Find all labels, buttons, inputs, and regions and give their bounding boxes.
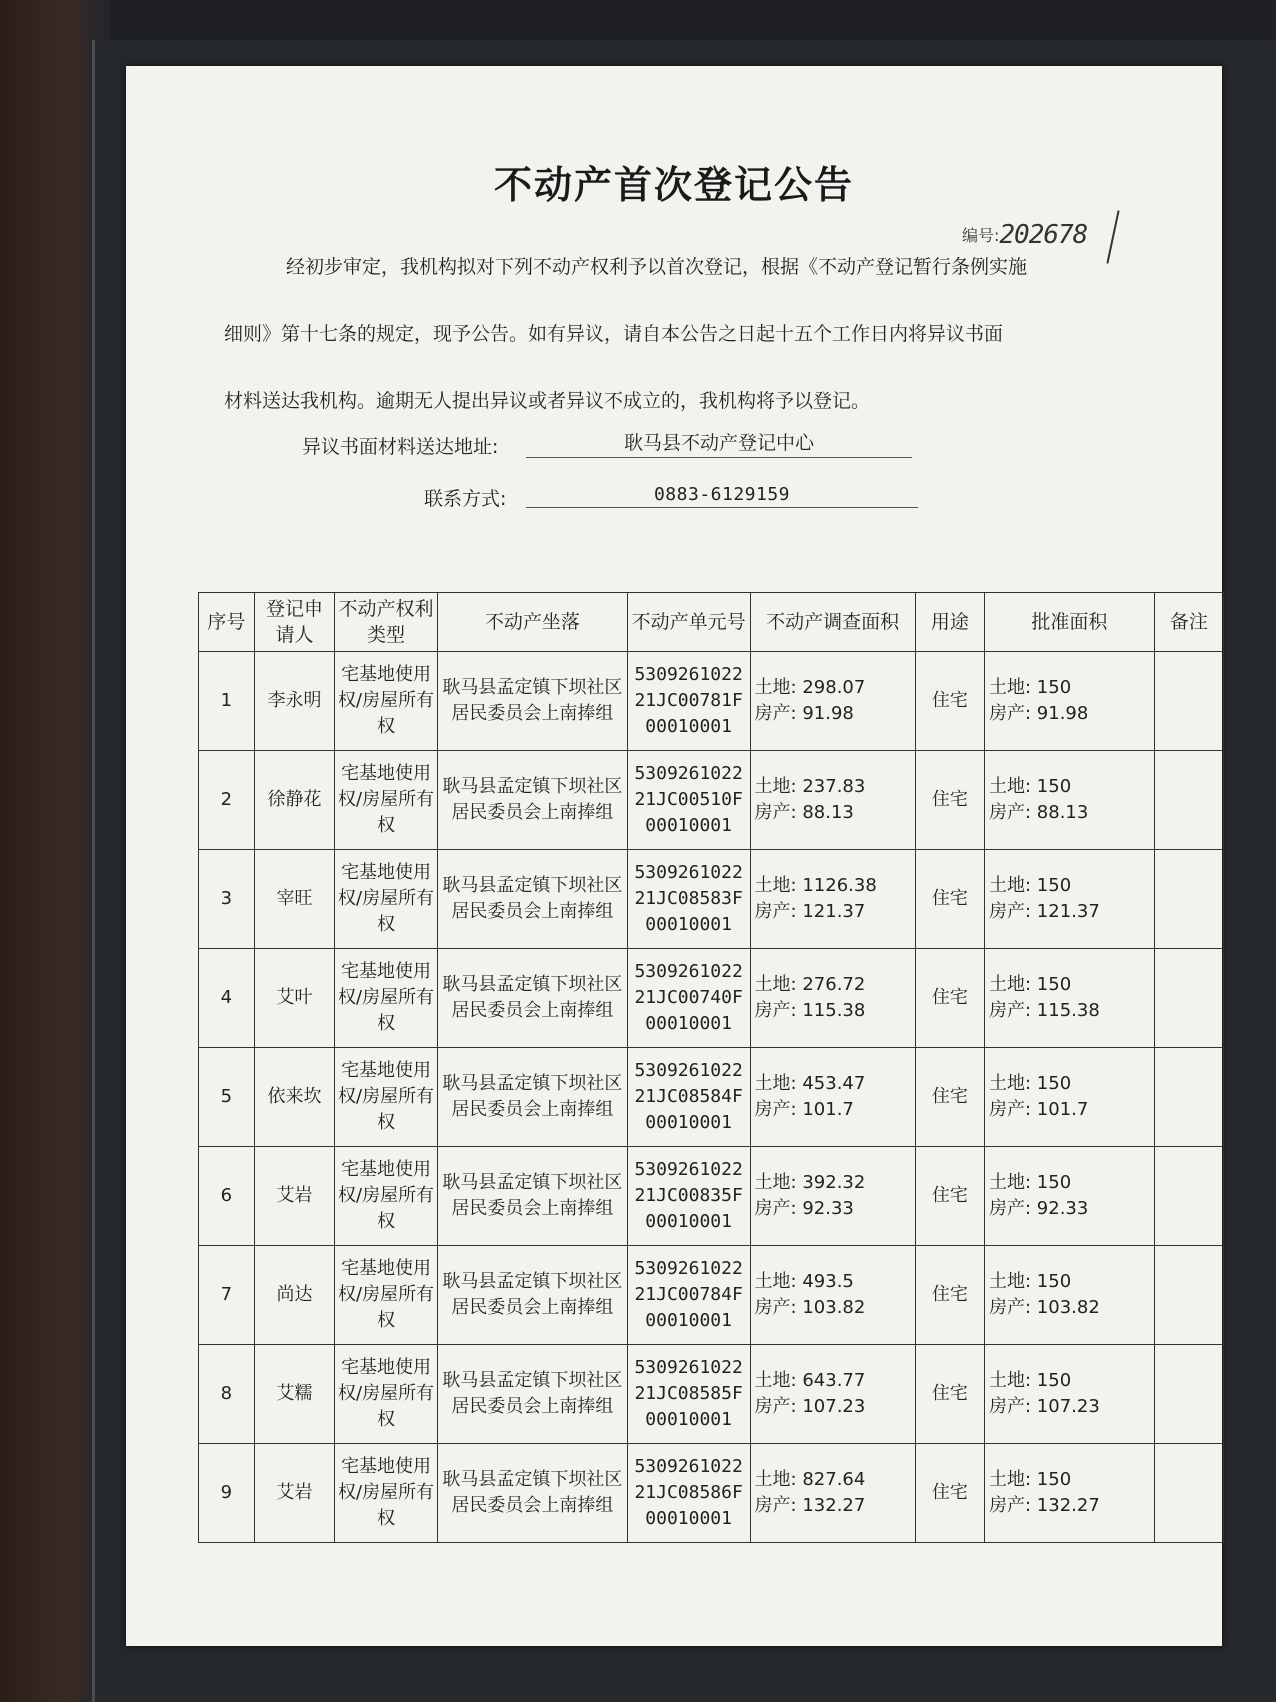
cell-right-type: 宅基地使用权/房屋所有权 [335,652,438,751]
cell-use: 住宅 [915,1345,984,1444]
cell-approved-area [985,751,1155,850]
table-row [199,652,1224,751]
cell-no: 7 [199,1246,255,1345]
cell-location: 耿马县孟定镇下坝社区居民委员会上南捧组 [437,652,627,751]
survey-house: 房产: 88.13 [754,802,854,823]
approved-land: 土地: 150 [989,776,1072,797]
table-row [199,1345,1224,1444]
approved-house: 房产: 103.82 [989,1297,1100,1318]
header-use: 用途 [915,593,984,652]
cell-right-type: 宅基地使用权/房屋所有权 [335,751,438,850]
survey-land: 土地: 392.32 [754,1172,866,1193]
survey-land: 土地: 1126.38 [754,875,877,896]
cell-survey-area [750,1048,915,1147]
notice-paragraph-line-2: 细则》第十七条的规定，现予公告。如有异议，请自本公告之日起十五个工作日内将异议书面 [224,323,1004,345]
cell-approved-area [985,652,1155,751]
cell-unit-number: 530926102221JC08584F00010001 [627,1048,750,1147]
cell-survey-area [750,1246,915,1345]
cell-approved-area [985,1048,1155,1147]
cell-use: 住宅 [915,850,984,949]
cell-location: 耿马县孟定镇下坝社区居民委员会上南捧组 [437,1246,627,1345]
approved-house: 房产: 88.13 [989,802,1089,823]
table-row [199,949,1224,1048]
contact-value: 0883-6129159 [526,484,918,508]
address-value: 耿马县不动产登记中心 [526,428,912,458]
cell-approved-area [985,1444,1155,1543]
approved-land: 土地: 150 [989,1073,1072,1094]
approved-house: 房产: 92.33 [989,1198,1089,1219]
cell-applicant: 宰旺 [254,850,334,949]
cell-use: 住宅 [915,1048,984,1147]
cell-location: 耿马县孟定镇下坝社区居民委员会上南捧组 [437,1048,627,1147]
table-row [199,1246,1224,1345]
cell-unit-number: 530926102221JC08585F00010001 [627,1345,750,1444]
cell-no: 3 [199,850,255,949]
notice-paragraph-line-3: 材料送达我机构。逾期无人提出异议或者异议不成立的，我机构将予以登记。 [224,390,871,412]
serial-number [962,218,1087,248]
cell-note [1154,949,1223,1048]
survey-land: 土地: 827.64 [754,1469,866,1490]
approved-land: 土地: 150 [989,1172,1072,1193]
table-row [199,850,1224,949]
cell-no: 1 [199,652,255,751]
notice-sheet [126,66,1222,1646]
cell-approved-area [985,1246,1155,1345]
cell-no: 9 [199,1444,255,1543]
cell-use: 住宅 [915,1147,984,1246]
notice-title: 不动产首次登记公告 [493,163,854,207]
approved-house: 房产: 107.23 [989,1396,1100,1417]
cell-right-type: 宅基地使用权/房屋所有权 [335,1444,438,1543]
survey-house: 房产: 92.33 [754,1198,854,1219]
cell-note [1154,1147,1223,1246]
cell-use: 住宅 [915,751,984,850]
approved-land: 土地: 150 [989,1370,1072,1391]
cell-note [1154,751,1223,850]
cell-applicant: 尚达 [254,1246,334,1345]
cell-use: 住宅 [915,949,984,1048]
cell-use: 住宅 [915,1444,984,1543]
cell-no: 5 [199,1048,255,1147]
survey-house: 房产: 103.82 [754,1297,866,1318]
cell-location: 耿马县孟定镇下坝社区居民委员会上南捧组 [437,1147,627,1246]
approved-land: 土地: 150 [989,1271,1072,1292]
registration-table [198,592,1224,1543]
cell-note [1154,1345,1223,1444]
header-approved-area: 批准面积 [985,593,1155,652]
survey-land: 土地: 237.83 [754,776,866,797]
notice-paragraph-line-1: 经初步审定，我机构拟对下列不动产权利予以首次登记，根据《不动产登记暂行条例实施 [286,256,1028,278]
header-no: 序号 [199,593,255,652]
cell-approved-area [985,850,1155,949]
cell-note [1154,652,1223,751]
table-row [199,1147,1224,1246]
table-row [199,1048,1224,1147]
cell-applicant: 艾叶 [254,949,334,1048]
cell-location: 耿马县孟定镇下坝社区居民委员会上南捧组 [437,1444,627,1543]
survey-house: 房产: 107.23 [754,1396,866,1417]
approved-house: 房产: 101.7 [989,1099,1089,1120]
approved-house: 房产: 115.38 [989,1000,1100,1021]
header-survey-area: 不动产调查面积 [750,593,915,652]
serial-label: 编号: [962,226,1000,245]
header-right-type: 不动产权利类型 [335,593,438,652]
cell-right-type: 宅基地使用权/房屋所有权 [335,949,438,1048]
cell-location: 耿马县孟定镇下坝社区居民委员会上南捧组 [437,1345,627,1444]
survey-house: 房产: 91.98 [754,703,854,724]
cell-no: 6 [199,1147,255,1246]
cell-survey-area [750,850,915,949]
header-applicant: 登记申请人 [254,593,334,652]
approved-house: 房产: 132.27 [989,1495,1100,1516]
cell-survey-area [750,1147,915,1246]
survey-land: 土地: 493.5 [754,1271,854,1292]
cell-unit-number: 530926102221JC00510F00010001 [627,751,750,850]
survey-house: 房产: 115.38 [754,1000,866,1021]
cell-note [1154,1048,1223,1147]
cell-unit-number: 530926102221JC00781F00010001 [627,652,750,751]
survey-land: 土地: 298.07 [754,677,866,698]
approved-land: 土地: 150 [989,974,1072,995]
cell-use: 住宅 [915,652,984,751]
survey-land: 土地: 276.72 [754,974,866,995]
cell-location: 耿马县孟定镇下坝社区居民委员会上南捧组 [437,751,627,850]
approved-land: 土地: 150 [989,1469,1072,1490]
cell-applicant: 艾糯 [254,1345,334,1444]
cell-unit-number: 530926102221JC00784F00010001 [627,1246,750,1345]
cell-applicant: 李永明 [254,652,334,751]
cell-approved-area [985,1147,1155,1246]
cell-applicant: 艾岩 [254,1444,334,1543]
approved-land: 土地: 150 [989,677,1072,698]
survey-house: 房产: 132.27 [754,1495,866,1516]
cell-use: 住宅 [915,1246,984,1345]
cell-applicant: 徐静花 [254,751,334,850]
serial-handwritten-value: 202678 [999,220,1088,250]
survey-land: 土地: 453.47 [754,1073,866,1094]
cell-right-type: 宅基地使用权/房屋所有权 [335,1147,438,1246]
cell-unit-number: 530926102221JC00835F00010001 [627,1147,750,1246]
address-label: 异议书面材料送达地址: [302,436,499,458]
approved-house: 房产: 91.98 [989,703,1089,724]
survey-house: 房产: 101.7 [754,1099,854,1120]
cell-note [1154,1246,1223,1345]
cell-right-type: 宅基地使用权/房屋所有权 [335,1246,438,1345]
approved-land: 土地: 150 [989,875,1072,896]
cell-unit-number: 530926102221JC08583F00010001 [627,850,750,949]
survey-house: 房产: 121.37 [754,901,866,922]
cell-no: 8 [199,1345,255,1444]
cell-survey-area [750,1444,915,1543]
cell-unit-number: 530926102221JC00740F00010001 [627,949,750,1048]
cell-applicant: 依来坎 [254,1048,334,1147]
cell-approved-area [985,949,1155,1048]
cell-applicant: 艾岩 [254,1147,334,1246]
table-row [199,751,1224,850]
table-row [199,1444,1224,1543]
cell-survey-area [750,652,915,751]
header-note: 备注 [1154,593,1223,652]
cell-no: 4 [199,949,255,1048]
header-unit-number: 不动产单元号 [627,593,750,652]
cell-survey-area [750,751,915,850]
cell-right-type: 宅基地使用权/房屋所有权 [335,1048,438,1147]
cell-survey-area [750,1345,915,1444]
cell-no: 2 [199,751,255,850]
cell-location: 耿马县孟定镇下坝社区居民委员会上南捧组 [437,850,627,949]
cell-unit-number: 530926102221JC08586F00010001 [627,1444,750,1543]
cell-note [1154,850,1223,949]
table-header-row [199,593,1224,652]
approved-house: 房产: 121.37 [989,901,1100,922]
cell-right-type: 宅基地使用权/房屋所有权 [335,850,438,949]
cell-approved-area [985,1345,1155,1444]
survey-land: 土地: 643.77 [754,1370,866,1391]
cell-location: 耿马县孟定镇下坝社区居民委员会上南捧组 [437,949,627,1048]
cell-right-type: 宅基地使用权/房屋所有权 [335,1345,438,1444]
contact-label: 联系方式: [424,488,507,510]
header-location: 不动产坐落 [437,593,627,652]
cell-note [1154,1444,1223,1543]
cell-survey-area [750,949,915,1048]
